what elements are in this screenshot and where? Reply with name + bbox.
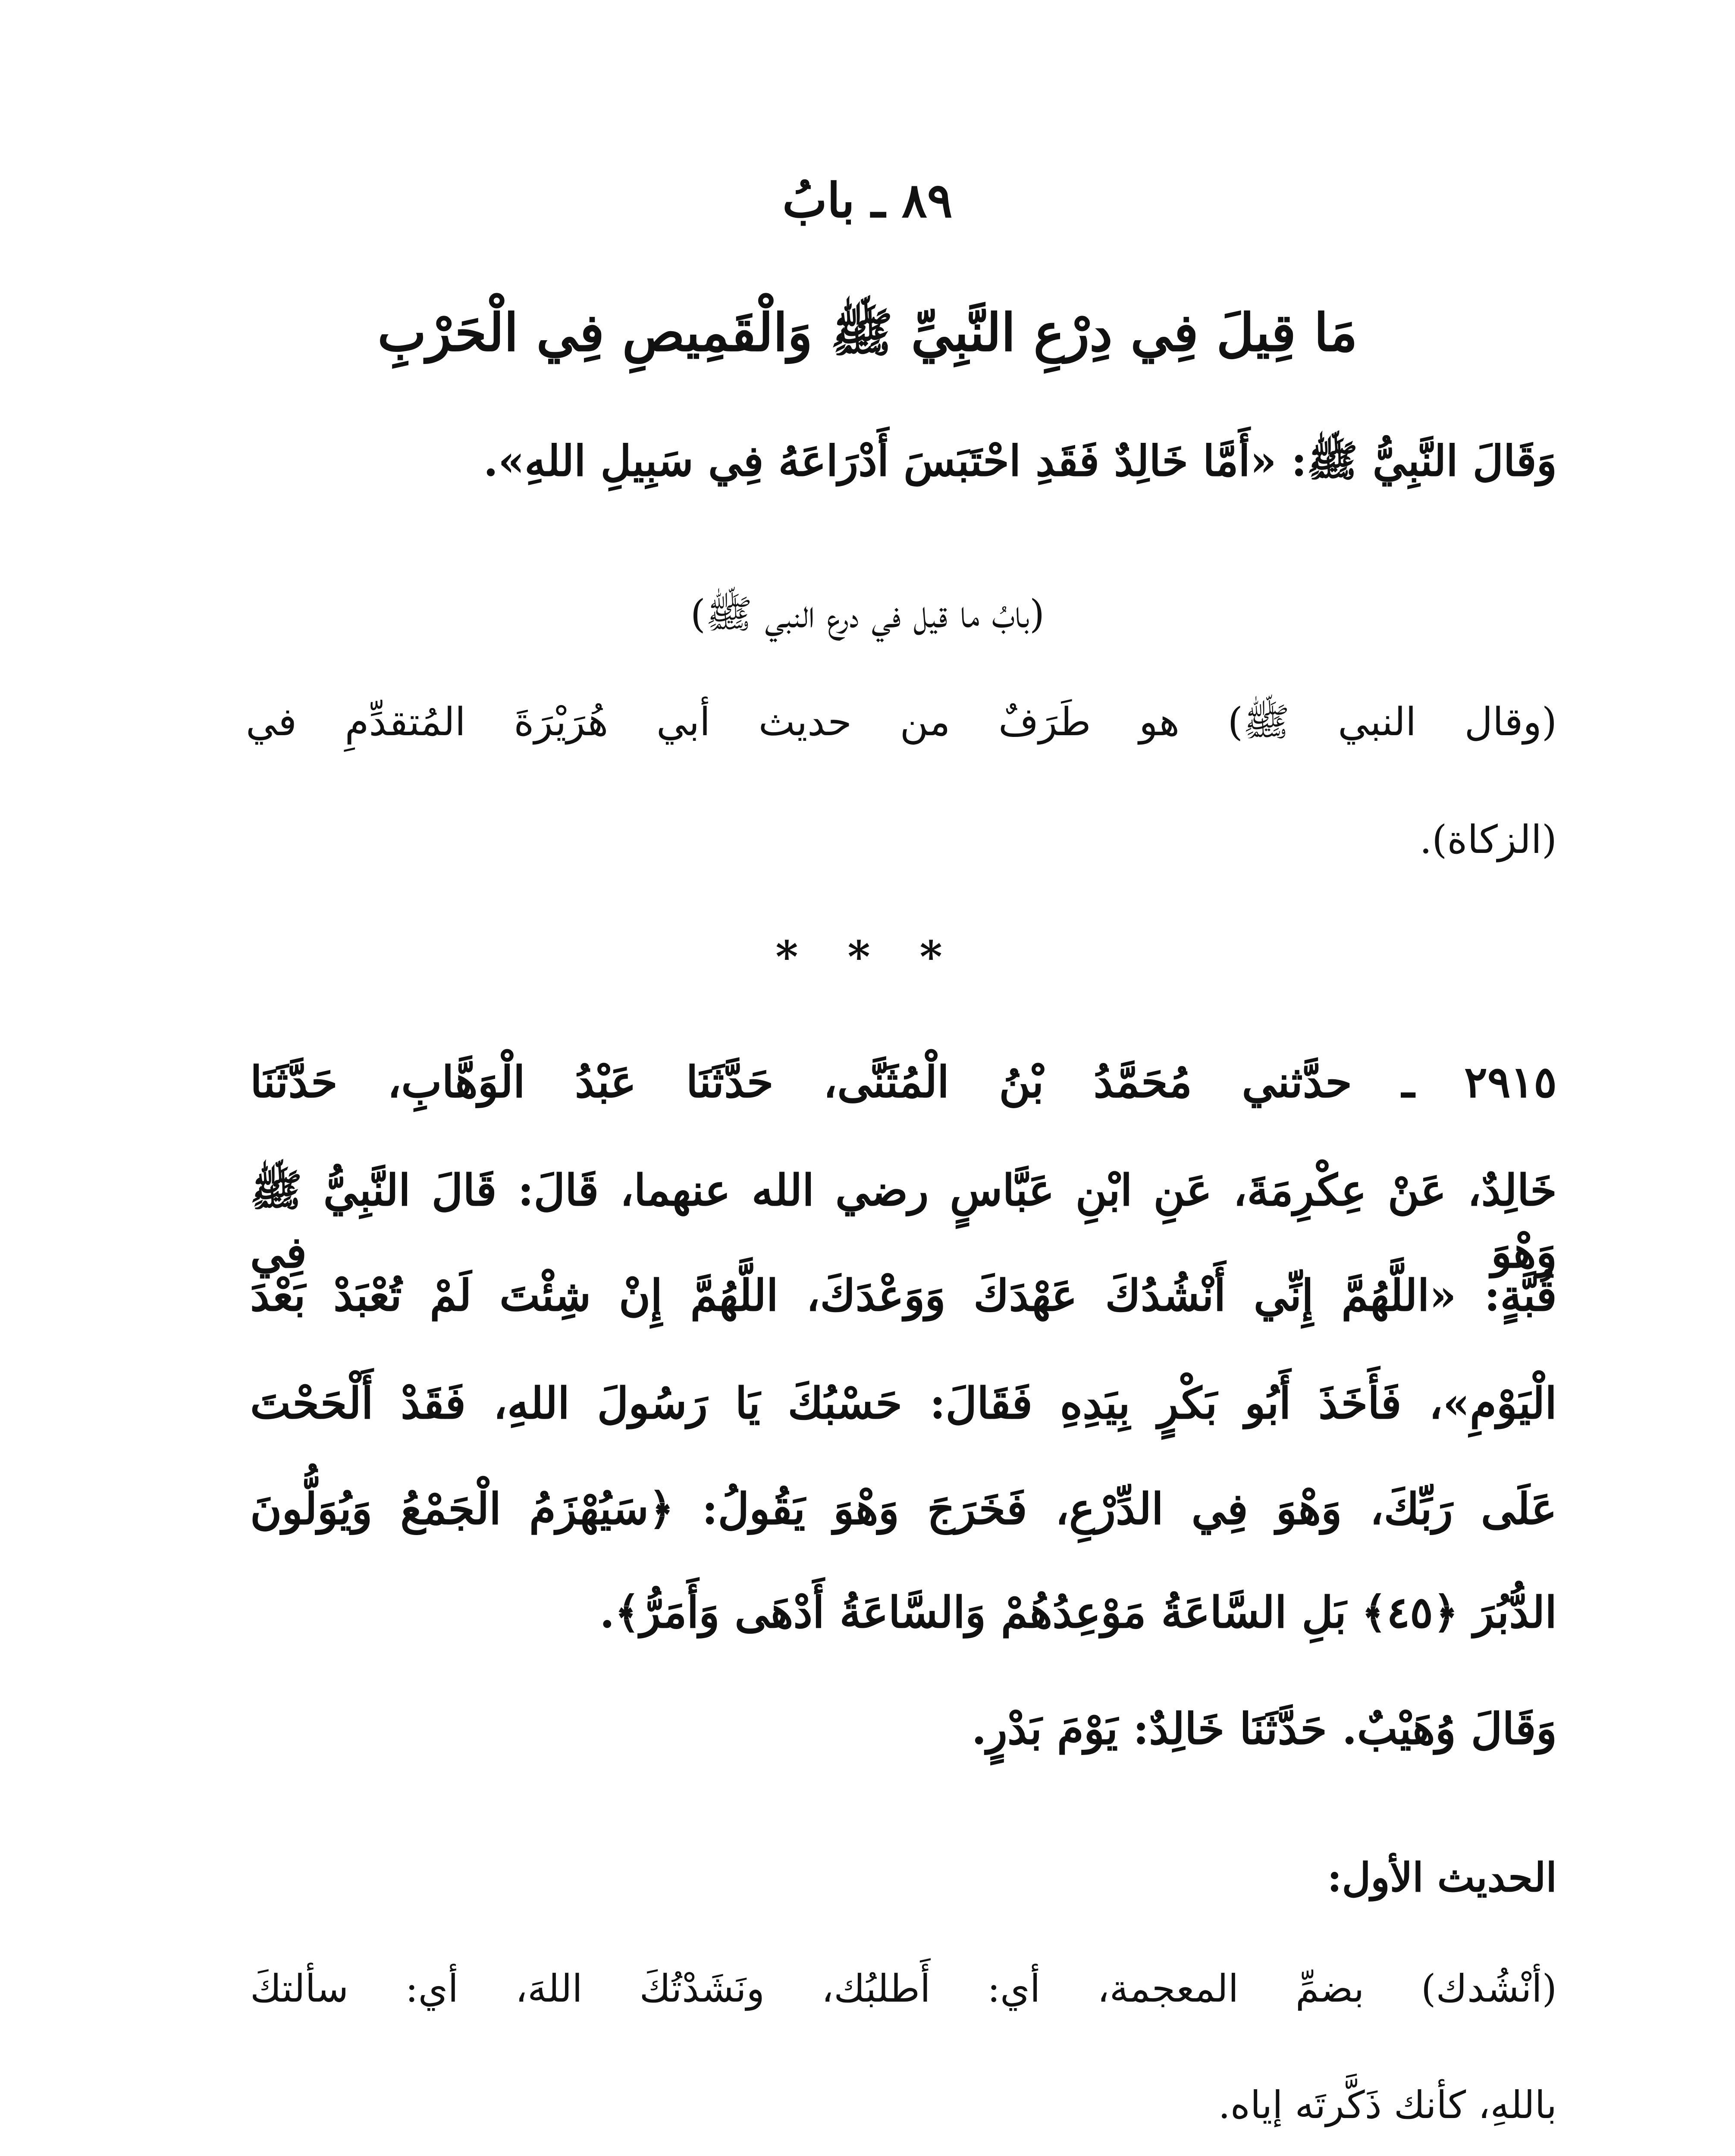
- hadith-text-line: قُبَّةٍ: «اللَّهُمَّ إِنِّي أَنْشُدُكَ عَهْدَكَ وَوَعْدَكَ، اللَّهُمَّ إِنْ شِئْتَ لَمْ تُعْبَدْ بَعْدَ: [250, 1270, 1557, 1321]
- hadith-text-line: الدُّبُرَ ﴿٤٥﴾ بَلِ السَّاعَةُ مَوْعِدُهُمْ وَالسَّاعَةُ أَدْهَى وَأَمَرُّ﴾.: [599, 1587, 1557, 1638]
- hadith-text-line: ٢٩١٥ ـ حدَّثني مُحَمَّدُ بْنُ الْمُثَنَّى، حَدَّثَنَا عَبْدُ الْوَهَّابِ، حَدَّثَنَا: [250, 1056, 1557, 1107]
- section-separator: * * *: [775, 931, 960, 982]
- chapter-intro-quote: وَقَالَ النَّبِيُّ ﷺ: «أَمَّا خَالِدٌ فَقَدِ احْتَبَسَ أَدْرَاعَهُ فِي سَبِيلِ اللهِ».: [483, 436, 1557, 486]
- explanation-line: (أنْشُدك) بضمِّ المعجمة، أي: أَطلبُك، ونَشَدْتُكَ اللهَ، أي: سألتكَ: [250, 1966, 1557, 2011]
- explanation-heading: الحديث الأول:: [1327, 1854, 1557, 1901]
- hadith-text-line: الْيَوْمِ»، فَأَخَذَ أَبُو بَكْرٍ بِيَدِهِ فَقَالَ: حَسْبُكَ يَا رَسُولَ اللهِ، فَقَدْ أَلْحَحْتَ: [250, 1378, 1557, 1429]
- hadith-text-line: عَلَى رَبِّكَ، وَهْوَ فِي الدِّرْعِ، فَخَرَجَ وَهْوَ يَقُولُ: ﴿سَيُهْزَمُ الْجَمْعُ وَيُوَلُّونَ: [250, 1483, 1557, 1534]
- explanation-line: باللهِ، كأنك ذَكَّرتَه إياه.: [1218, 2083, 1557, 2127]
- hadith-text-line: وَقَالَ وُهَيْبٌ. حَدَّثَنَا خَالِدٌ: يَوْمَ بَدْرٍ.: [971, 1703, 1557, 1754]
- chapter-title: مَا قِيلَ فِي دِرْعِ النَّبِيِّ ﷺ وَالْقَمِيصِ فِي الْحَرْبِ: [377, 302, 1358, 363]
- commentary-line: (الزكاة).: [1419, 817, 1557, 862]
- commentary-heading: (بابُ ما قيل في درع النبي ﷺ): [690, 592, 1045, 637]
- commentary-line: (وقال النبي ﷺ) هو طَرَفٌ من حديث أبي هُرَيْرَةَ المُتقدِّمِ في: [246, 699, 1557, 745]
- hadith-text-line: خَالِدٌ، عَنْ عِكْرِمَةَ، عَنِ ابْنِ عَبَّاسٍ رضي الله عنهما، قَالَ: قَالَ النَّبِيُّ ﷺ وَهْوَ فِي: [250, 1165, 1557, 1278]
- chapter-number: ٨٩ ـ بابُ: [782, 172, 953, 228]
